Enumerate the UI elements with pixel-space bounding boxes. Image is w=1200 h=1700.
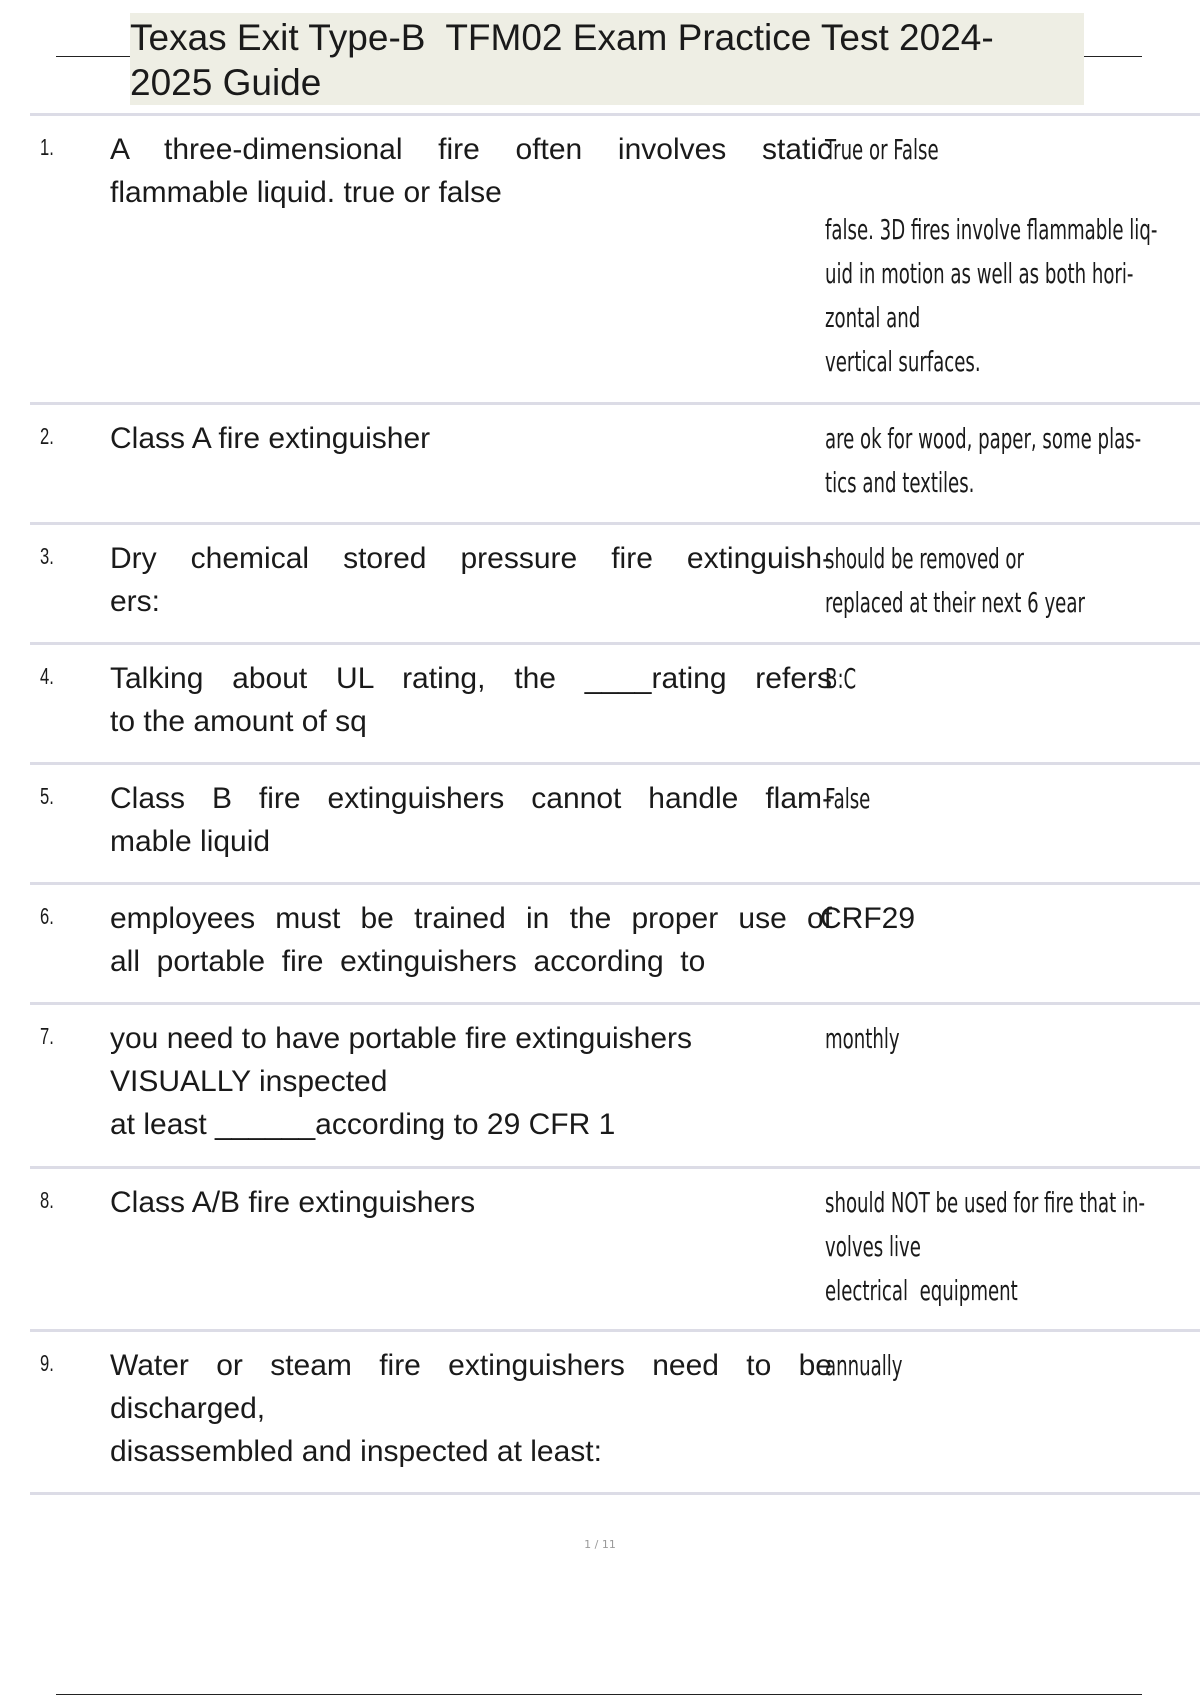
question-text: Water or steam fire extinguishers need to be discharged, disassembled and inspected at least: bbox=[110, 1349, 832, 1468]
answer-text: are ok for wood, paper, some plas- tics and textiles. bbox=[825, 422, 1142, 499]
row-divider bbox=[30, 1492, 1200, 1495]
row-divider bbox=[30, 1002, 1200, 1005]
answer-text: annually bbox=[825, 1349, 903, 1382]
title-rule-left bbox=[56, 56, 130, 57]
row-divider bbox=[30, 402, 1200, 405]
answer-text: monthly bbox=[825, 1022, 900, 1055]
row-divider bbox=[30, 113, 1200, 116]
row-divider bbox=[30, 1166, 1200, 1169]
question-text: Talking about UL rating, the ____rating refers to the amount of sq bbox=[110, 662, 832, 738]
row-divider bbox=[30, 642, 1200, 645]
question-text: Dry chemical stored pressure fire extinguish- ers: bbox=[110, 542, 832, 618]
page-title: Texas Exit Type-B TFM02 Exam Practice Test 2024- 2025 Guide bbox=[130, 13, 1084, 105]
question-number: 6. bbox=[40, 903, 54, 929]
answer-text: should be removed or replaced at their next 6 year bbox=[825, 542, 1085, 619]
row-divider bbox=[30, 522, 1200, 525]
answer-text: False bbox=[825, 782, 871, 815]
question-number: 5. bbox=[40, 783, 54, 809]
question-number: 3. bbox=[40, 543, 54, 569]
answer-text: should NOT be used for fire that in- volves live electrical equipment bbox=[825, 1186, 1146, 1307]
question-number: 7. bbox=[40, 1023, 54, 1049]
question-text: you need to have portable fire extinguishers VISUALLY inspected at least ______according to 29 CFR 1 bbox=[110, 1022, 693, 1141]
question-number: 2. bbox=[40, 423, 54, 449]
question-text: Class A fire extinguisher bbox=[110, 422, 431, 455]
answer-text: True or False false. 3D fires involve flammable liq- uid in motion as well as both hori- zontal and vertical surfaces. bbox=[825, 133, 1158, 378]
question-text: Class B fire extinguishers cannot handle flam- mable liquid bbox=[110, 782, 832, 858]
bottom-rule bbox=[56, 1694, 1142, 1695]
question-text: employees must be trained in the proper use of all portable fire extinguishers according to bbox=[110, 902, 832, 978]
question-text: Class A/B fire extinguishers bbox=[110, 1186, 476, 1219]
answer-text: B:C bbox=[825, 662, 857, 695]
row-divider bbox=[30, 882, 1200, 885]
title-rule-right bbox=[1084, 56, 1142, 57]
question-number: 4. bbox=[40, 663, 54, 689]
answer-text: CRF29 bbox=[820, 902, 916, 935]
question-number: 8. bbox=[40, 1187, 54, 1213]
question-text: A three-dimensional fire often involves static flammable liquid. true or false bbox=[110, 133, 832, 209]
row-divider bbox=[30, 762, 1200, 765]
question-number: 1. bbox=[40, 134, 54, 160]
question-number: 9. bbox=[40, 1350, 54, 1376]
page-indicator: 1 / 11 bbox=[584, 1538, 616, 1551]
row-divider bbox=[30, 1329, 1200, 1332]
